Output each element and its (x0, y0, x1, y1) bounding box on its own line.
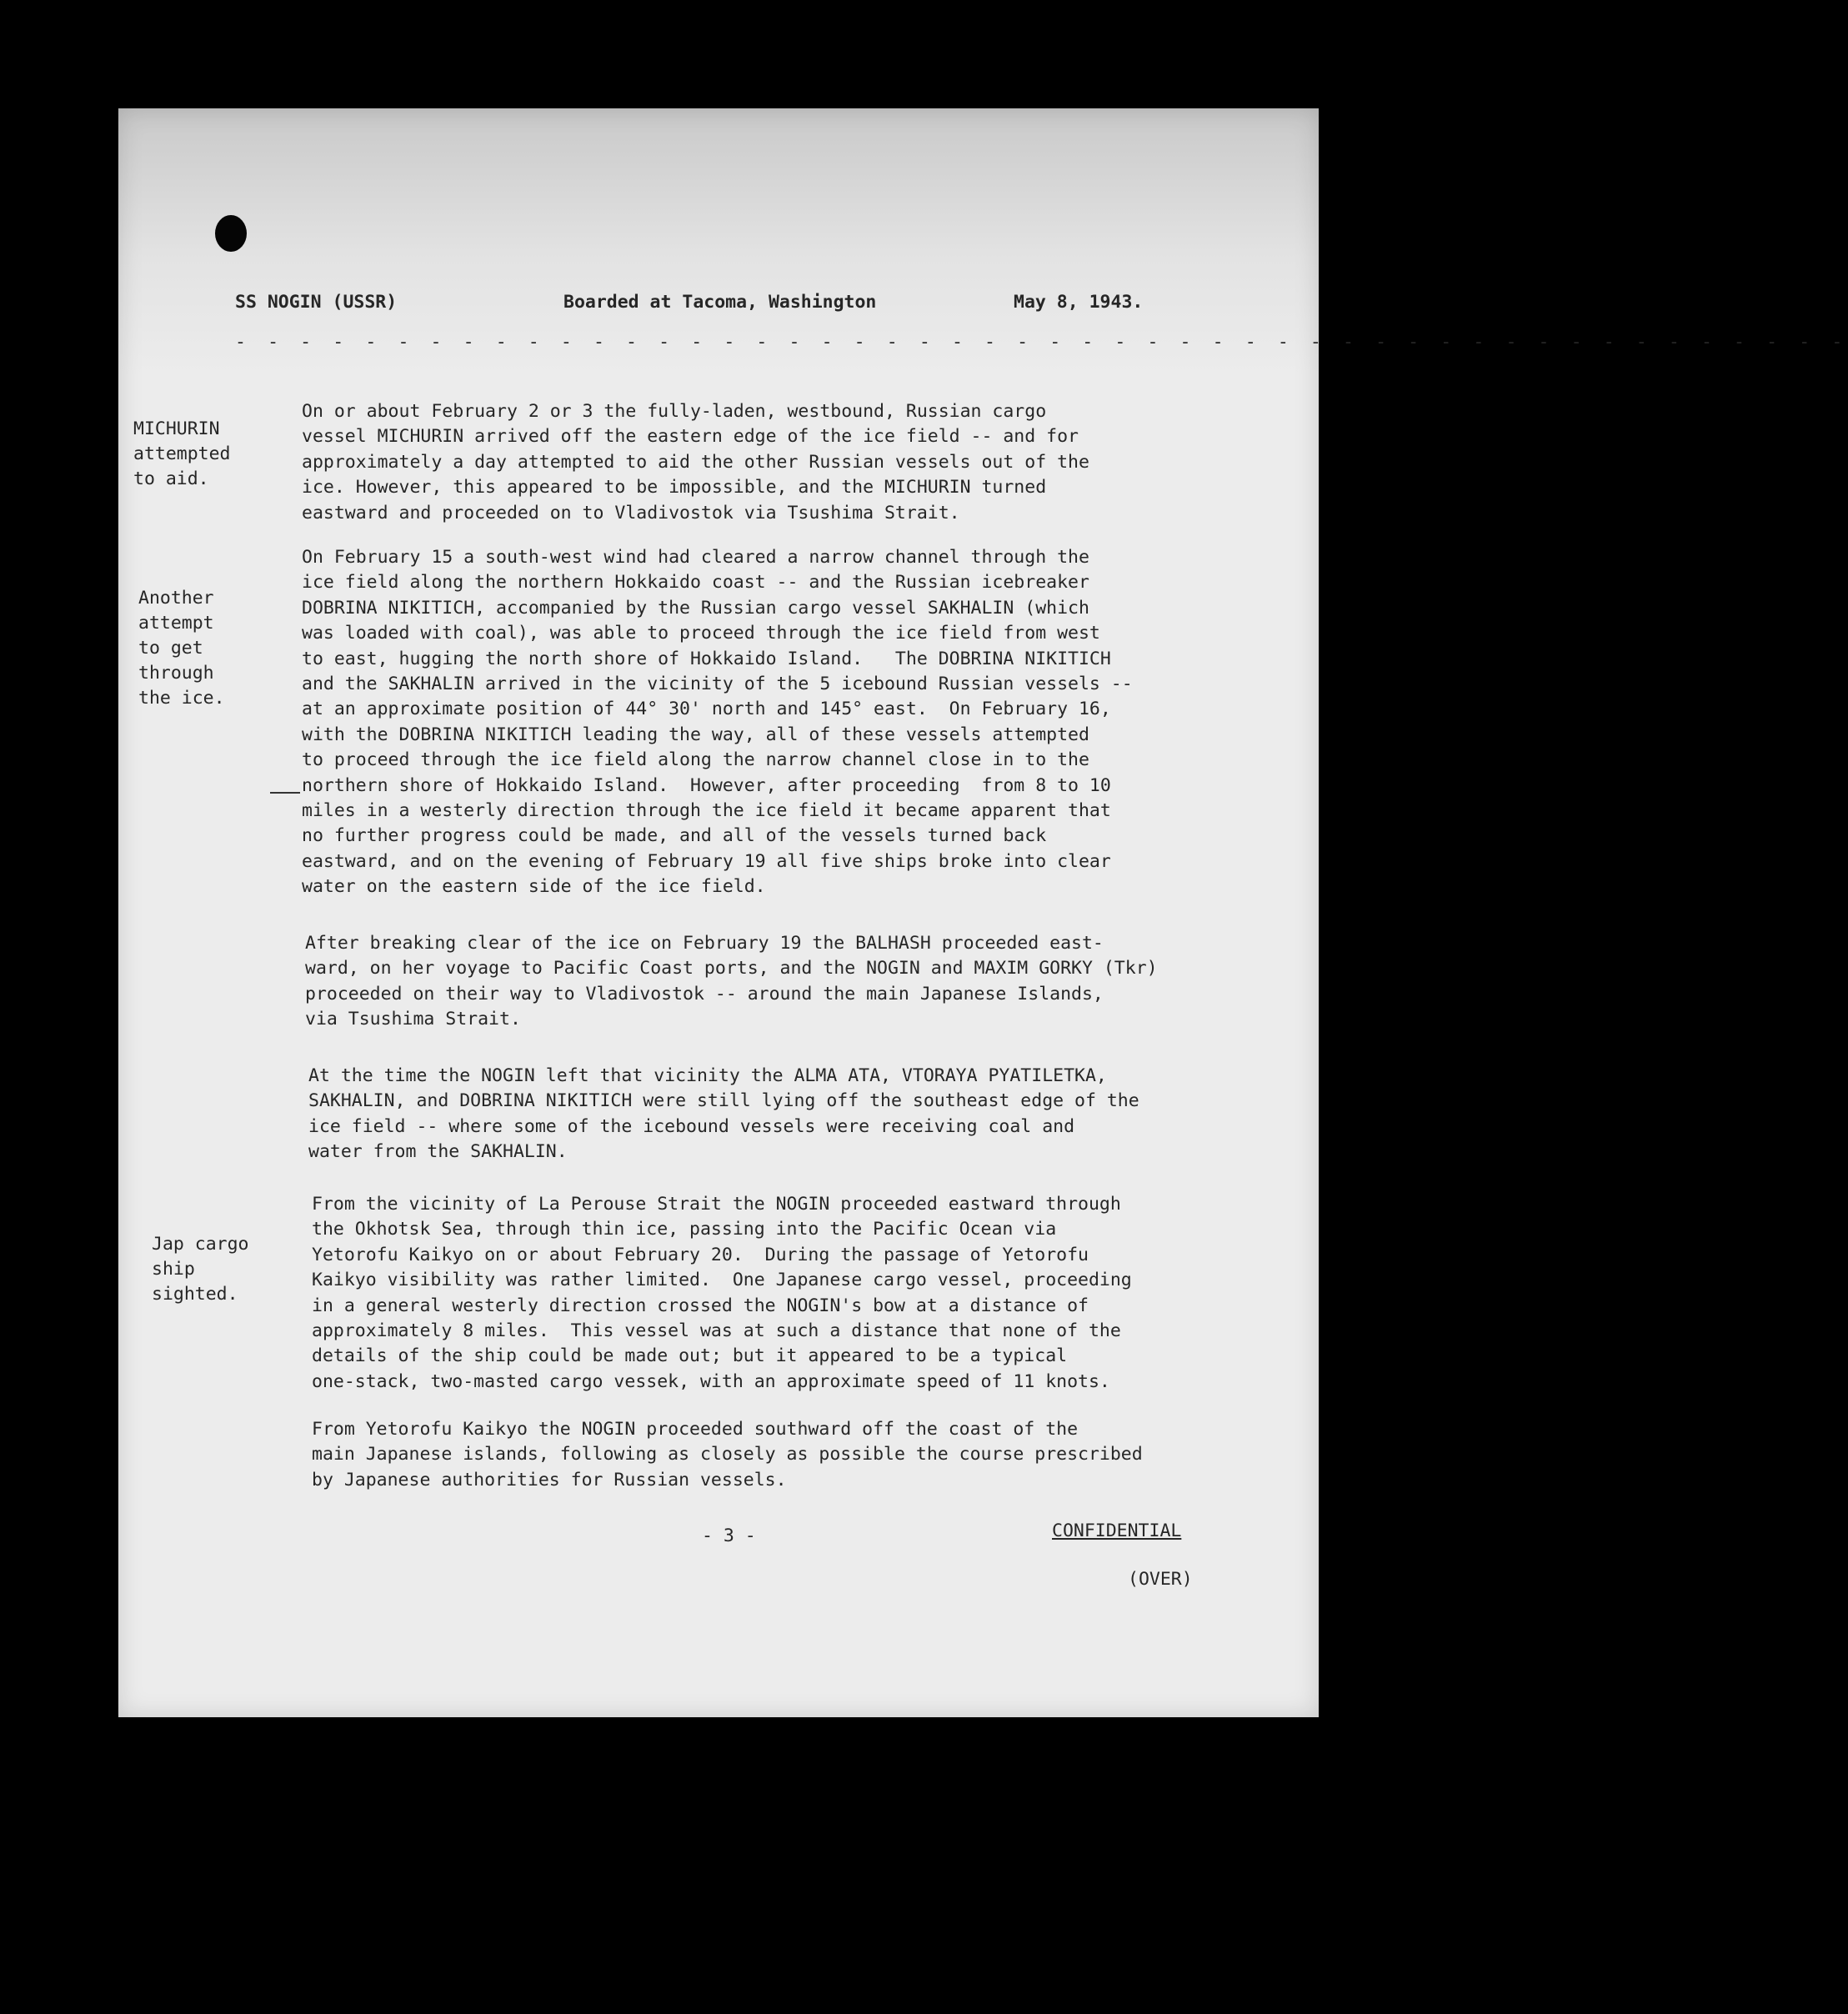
over-marking: (OVER) (1128, 1569, 1193, 1590)
text-line: one-stack, two-masted cargo vessek, with an approximate speed of 11 knots. (312, 1370, 1110, 1392)
text-line: in a general westerly direction crossed the NOGIN's bow at a distance of (312, 1295, 1089, 1316)
text-line: and the SAKHALIN arrived in the vicinity of the 5 icebound Russian vessels -- (302, 674, 1133, 695)
text-line: eastward and proceeded on to Vladivostok via Tsushima Strait. (302, 502, 960, 524)
text-line: miles in a westerly direction through the ice field it became apparent that (302, 800, 1111, 822)
text-line: eastward, and on the evening of February 19 all five ships broke into clear (302, 850, 1111, 872)
page-number: - 3 - (702, 1526, 756, 1546)
text-line: On or about February 2 or 3 the fully-laden, westbound, Russian cargo (302, 401, 1047, 422)
paragraph-la-perouse (312, 1192, 1132, 1395)
text-line: the Okhotsk Sea, through thin ice, passing into the Pacific Ocean via (312, 1219, 1057, 1240)
margin-note-michurin: MICHURIN attempted to aid. (133, 418, 231, 489)
text-line: ward, on her voyage to Pacific Coast ports, and the NOGIN and MAXIM GORKY (Tkr) (305, 958, 1158, 979)
text-line: by Japanese authorities for Russian vessels. (312, 1469, 787, 1490)
text-line: to east, hugging the north shore of Hokkaido Island. The DOBRINA NIKITICH (302, 648, 1111, 669)
header-dash-rule: - - - - - - - - - - - - - - - - - - - - - - - - - - - - - - - - - - - - - - - - - - - - - - - - - - (235, 332, 1848, 353)
text-line: details of the ship could be made out; but it appeared to be a typical (312, 1345, 1068, 1367)
text-line: Kaikyo visibility was rather limited. One Japanese cargo vessel, proceeding (312, 1270, 1132, 1291)
text-line: main Japanese islands, following as closely as possible the course prescribed (312, 1444, 1143, 1465)
text-line: After breaking clear of the ice on February 19 the BALHASH proceeded east- (305, 933, 1104, 954)
text-line: ice field along the northern Hokkaido coast -- and the Russian icebreaker (302, 572, 1089, 594)
ship-name: SS NOGIN (USSR) (235, 292, 398, 313)
document-header (235, 292, 1169, 325)
text-line: to proceed through the ice field along the narrow channel close in to the (302, 749, 1089, 771)
text-line: From the vicinity of La Perouse Strait the NOGIN proceeded eastward through (312, 1194, 1121, 1215)
margin-note-jap-cargo: Jap cargo ship sighted. (152, 1234, 249, 1305)
text-line: At the time the NOGIN left that vicinity the ALMA ATA, VTORAYA PYATILETKA, (308, 1065, 1107, 1086)
text-line: approximately a day attempted to aid the other Russian vessels out of the (302, 451, 1089, 473)
paragraph-michurin (302, 399, 1089, 526)
text-line: was loaded with coal), was able to proceed through the ice field from west (302, 623, 1100, 644)
margin-pointer-line (270, 792, 300, 794)
text-line: From Yetorofu Kaikyo the NOGIN proceeded southward off the coast of the (312, 1419, 1079, 1440)
text-line: ice. However, this appeared to be impossible, and the MICHURIN turned (302, 477, 1047, 498)
margin-note-another-attempt: Another attempt to get through the ice. (138, 588, 225, 709)
text-line: no further progress could be made, and all of the vessels turned back (302, 825, 1047, 847)
paragraph-vicinity (308, 1064, 1139, 1165)
text-line: ice field -- where some of the icebound vessels were receiving coal and (308, 1115, 1075, 1137)
text-line: vessel MICHURIN arrived off the eastern edge of the ice field -- and for (302, 426, 1079, 448)
text-line: water on the eastern side of the ice field. (302, 876, 766, 898)
text-line: water from the SAKHALIN. (308, 1141, 568, 1163)
paragraph-southward (312, 1417, 1143, 1493)
text-line: approximately 8 miles. This vessel was at such a distance that none of the (312, 1320, 1121, 1342)
text-line: proceeded on their way to Vladivostok -- around the main Japanese Islands, (305, 983, 1104, 1004)
text-line: northern shore of Hokkaido Island. However, after proceeding from 8 to 10 (302, 774, 1111, 796)
paragraph-balhash (305, 931, 1158, 1033)
text-line: via Tsushima Strait. (305, 1009, 521, 1030)
text-line: at an approximate position of 44° 30' north and 145° east. On February 16, (302, 699, 1111, 720)
text-line: DOBRINA NIKITICH, accompanied by the Russian cargo vessel SAKHALIN (which (302, 597, 1089, 619)
text-line: with the DOBRINA NIKITICH leading the way, all of these vessels attempted (302, 724, 1089, 745)
punch-hole (215, 215, 247, 252)
text-line: On February 15 a south-west wind had cleared a narrow channel through the (302, 547, 1089, 568)
text-line: SAKHALIN, and DOBRINA NIKITICH were still lying off the southeast edge of the (308, 1090, 1139, 1112)
text-line: Yetorofu Kaikyo on or about February 20. During the passage of Yetorofu (312, 1244, 1089, 1265)
paragraph-icebreaker (302, 545, 1133, 900)
boarding-location: Boarded at Tacoma, Washington (563, 292, 877, 313)
classification-marking: CONFIDENTIAL (1052, 1521, 1182, 1541)
report-date: May 8, 1943. (1014, 292, 1144, 313)
